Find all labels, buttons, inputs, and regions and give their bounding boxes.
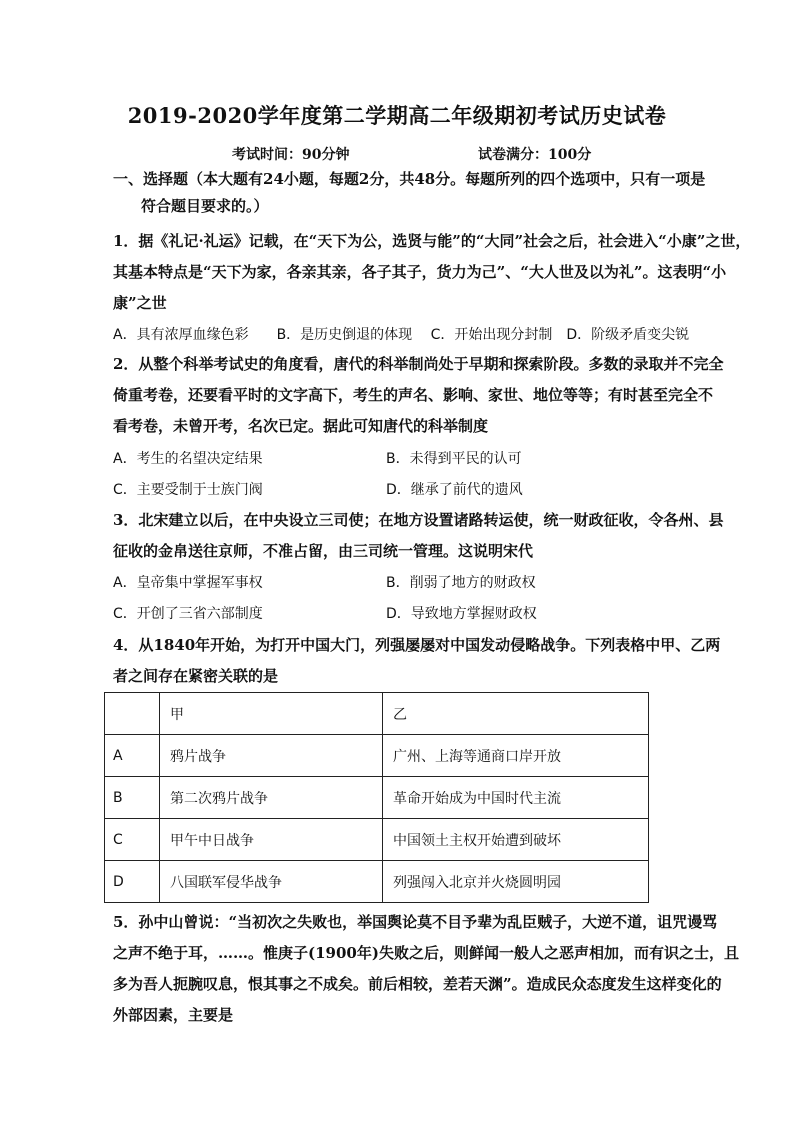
table-row [105, 735, 649, 777]
q2-option-d: D．继承了前代的遗风 [386, 482, 523, 498]
q2-option-a: A．考生的名望决定结果 [113, 451, 263, 467]
table-header-cell [105, 693, 160, 735]
q4-table [104, 692, 649, 903]
table-cell: 中国领土主权开始遭到破坏 [383, 819, 649, 861]
q5-stem-line2: 之声不绝于耳，……。惟庚子(1900年)失败之后，则鲜闻一般人之恶声相加，而有识之士，且 [113, 944, 739, 962]
exam-score: 试卷满分：100分 [478, 147, 592, 163]
table-header-cell: 乙 [383, 693, 649, 735]
q5-stem-line1: 5．孙中山曾说：“当初次之失败也，举国舆论莫不目予辈为乱臣贼子，大逆不道，诅咒谩骂 [113, 913, 718, 931]
q3-option-c: C．开创了三省六部制度 [113, 606, 263, 622]
q3-option-d: D．导致地方掌握财政权 [386, 606, 537, 622]
q5-stem-line3: 多为吾人扼腕叹息，恨其事之不成矣。前后相较，差若天渊”。造成民众态度发生这样变化的 [113, 975, 722, 993]
table-cell: 第二次鸦片战争 [160, 777, 383, 819]
q3-option-a: A．皇帝集中掌握军事权 [113, 575, 263, 591]
table-cell: 甲午中日战争 [160, 819, 383, 861]
q2-option-c: C．主要受制于士族门阀 [113, 482, 263, 498]
table-row [105, 777, 649, 819]
q3-option-b: B．削弱了地方的财政权 [386, 575, 536, 591]
q4-stem-line1: 4．从1840年开始，为打开中国大门，列强屡屡对中国发动侵略战争。下列表格中甲、乙两 [113, 636, 721, 654]
exam-title: 2019-2020学年度第二学期高二年级期初考试历史试卷 [127, 103, 667, 128]
q2-stem-line1: 2．从整个科举考试史的角度看，唐代的科举制尚处于早期和探索阶段。多数的录取并不完全 [113, 355, 724, 373]
table-cell: D [105, 861, 160, 903]
table-row [105, 819, 649, 861]
table-cell: 革命开始成为中国时代主流 [383, 777, 649, 819]
q1-stem-line1: 1．据《礼记·礼运》记载，在“天下为公，选贤与能”的“大同”社会之后，社会进入“小康”之世， [113, 232, 751, 250]
table-cell: 八国联军侵华战争 [160, 861, 383, 903]
q3-stem-line1: 3．北宋建立以后，在中央设立三司使；在地方设置诸路转运使，统一财政征收，令各州、县 [113, 511, 724, 529]
section-heading-cont: 符合题目要求的。） [141, 197, 269, 215]
table-cell: A [105, 735, 160, 777]
table-cell: 广州、上海等通商口岸开放 [383, 735, 649, 777]
q2-stem-line3: 看考卷，未曾开考，名次已定。据此可知唐代的科举制度 [113, 417, 489, 435]
q2-option-b: B．未得到平民的认可 [386, 451, 522, 467]
q4-stem-line2: 者之间存在紧密关联的是 [113, 667, 279, 685]
q5-stem-line4: 外部因素，主要是 [113, 1006, 234, 1024]
table-cell: B [105, 777, 160, 819]
q3-stem-line2: 征收的金帛送往京师，不准占留，由三司统一管理。这说明宋代 [113, 542, 534, 560]
table-cell: 列强闯入北京并火烧圆明园 [383, 861, 649, 903]
q2-stem-line2: 倚重考卷，还要看平时的文字高下，考生的声名、影响、家世、地位等等；有时甚至完全不 [113, 386, 714, 404]
section-heading: 一、选择题（本大题有24小题，每题2分，共48分。每题所列的四个选项中，只有一项是 [113, 170, 706, 188]
exam-time: 考试时间：90分钟 [232, 147, 350, 163]
table-header-cell: 甲 [160, 693, 383, 735]
table-cell: C [105, 819, 160, 861]
table-cell: 鸦片战争 [160, 735, 383, 777]
q1-stem-line2: 其基本特点是“天下为家，各亲其亲，各子其子，货力为己”、“大人世及以为礼”。这表明“小 [113, 263, 727, 281]
q1-options: A．具有浓厚血缘色彩 B．是历史倒退的体现 C．开始出现分封制 D．阶级矛盾变尖锐 [113, 327, 690, 343]
table-row [105, 861, 649, 903]
table-header-row [105, 693, 649, 735]
q1-stem-line3: 康”之世 [113, 294, 167, 312]
